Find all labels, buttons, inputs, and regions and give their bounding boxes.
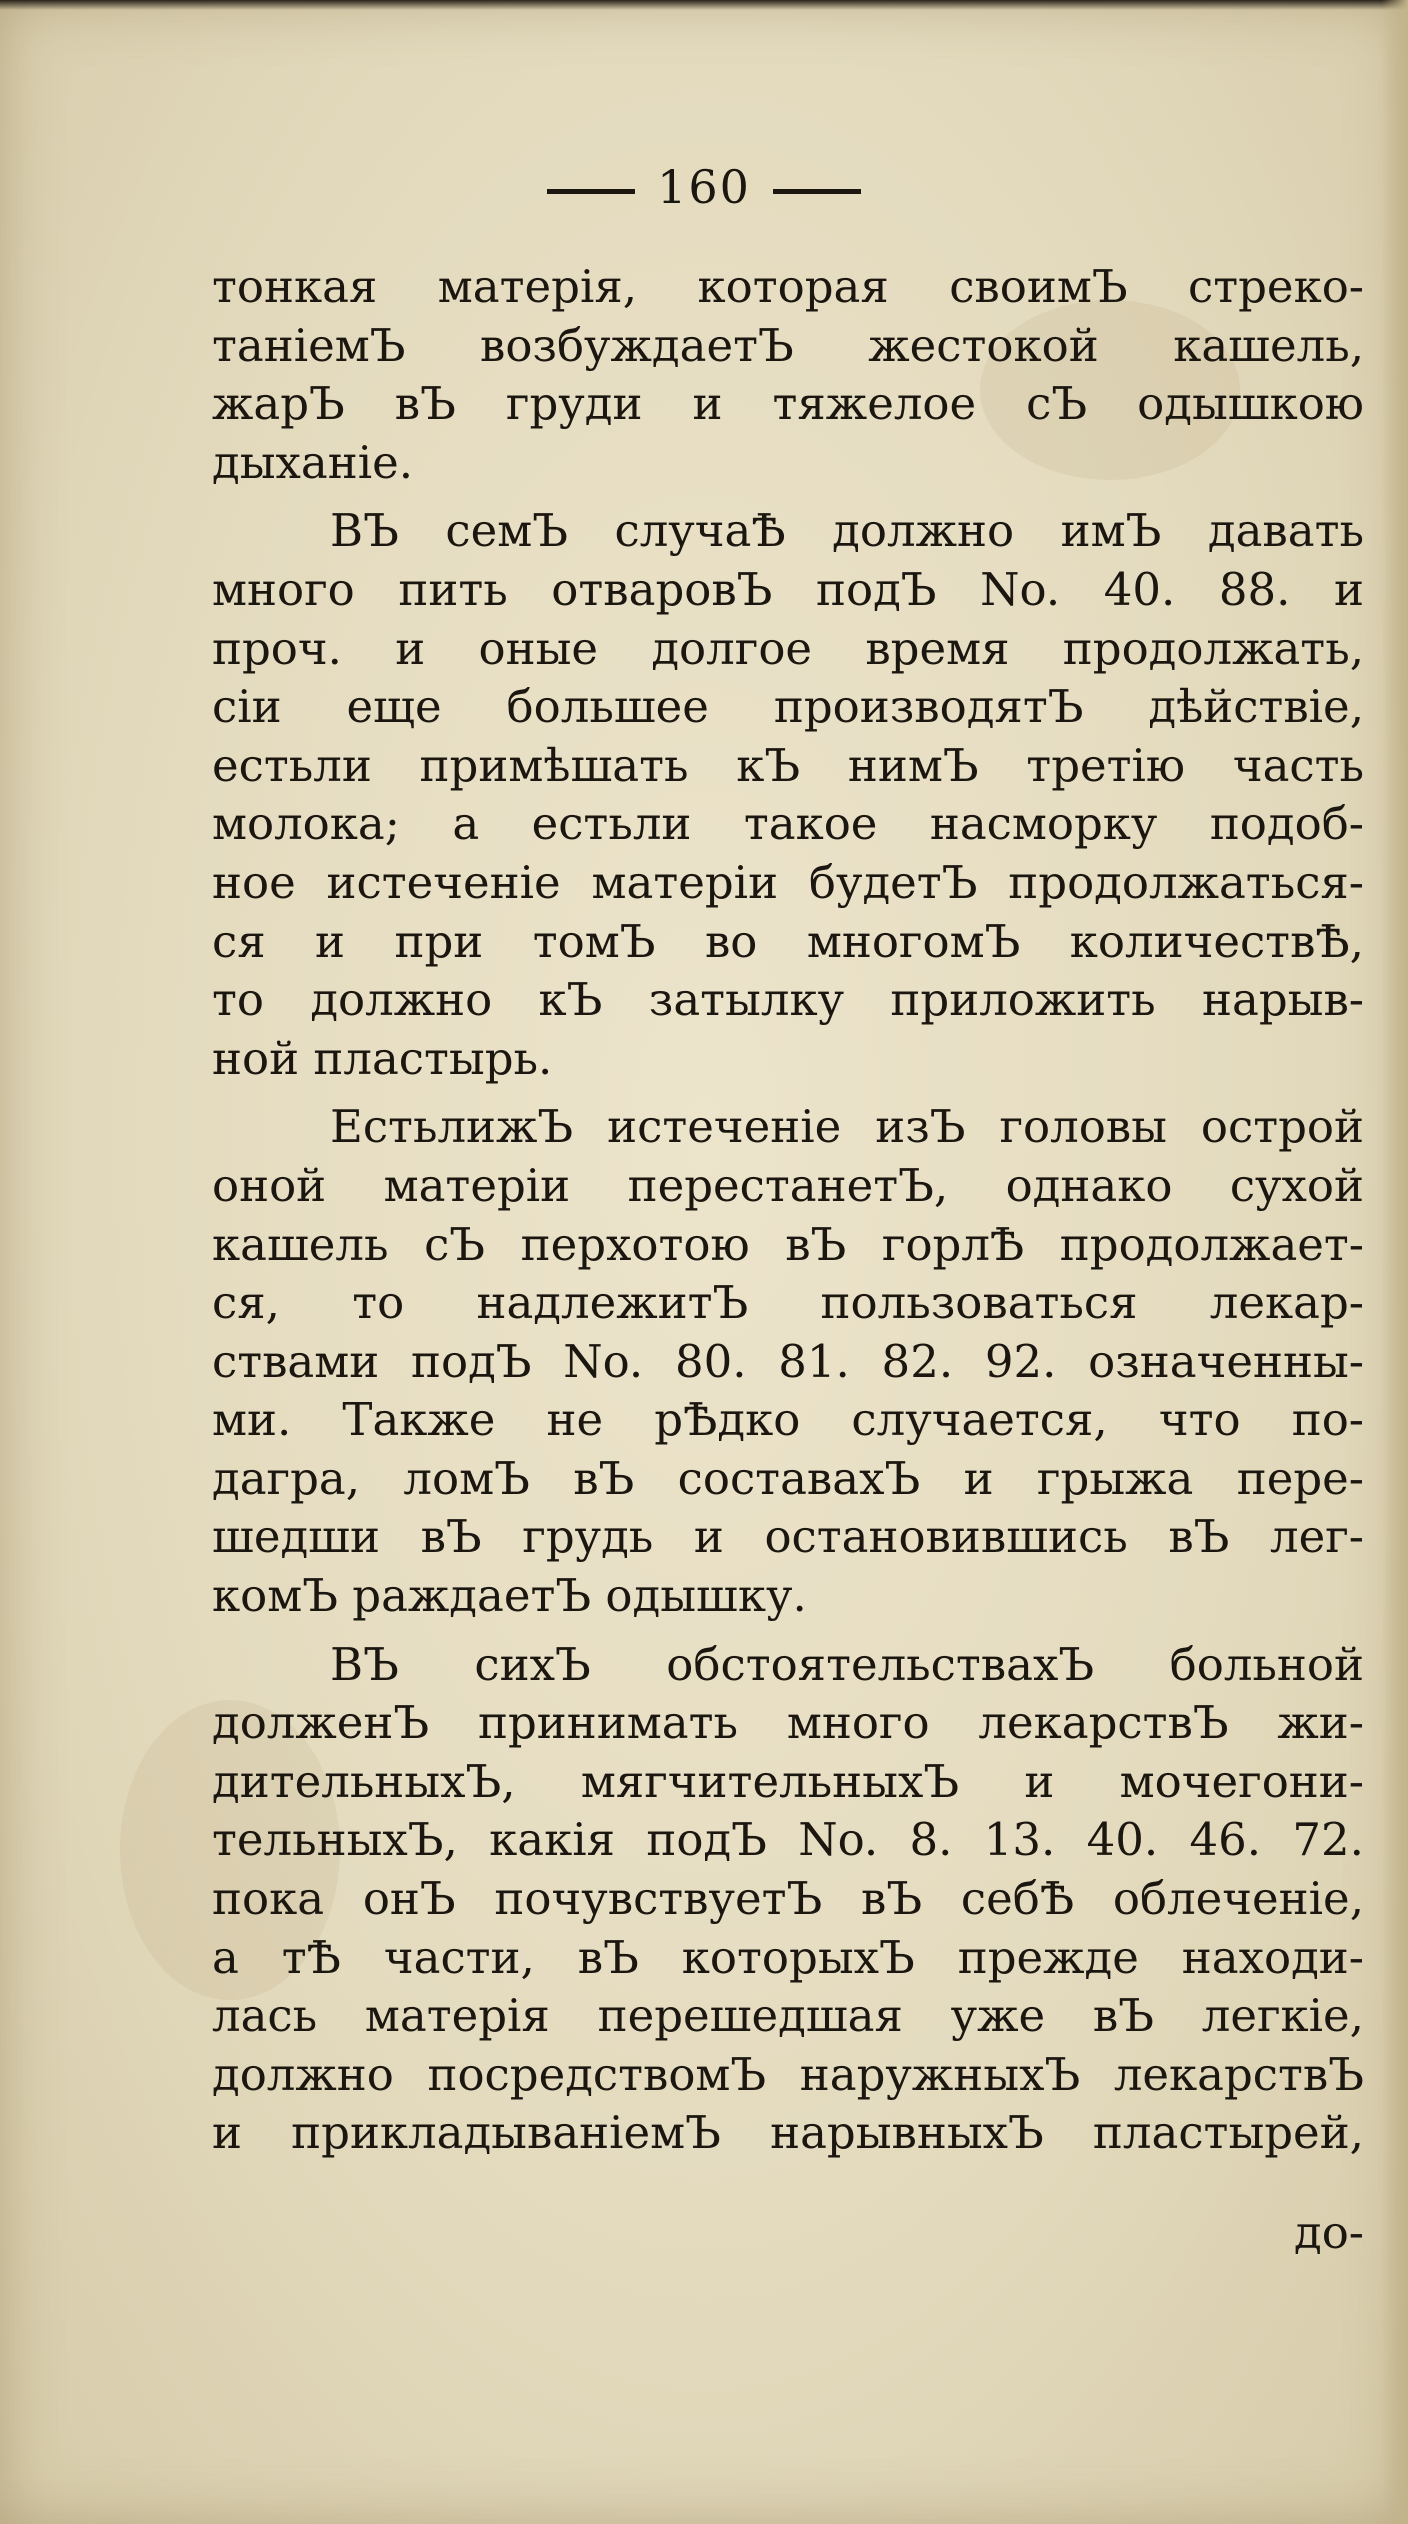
text-line: тонкая матерія, которая своимЪ стреко-: [212, 260, 1364, 313]
text-line: должно посредствомЪ наружныхЪ лекарствЪ: [212, 2047, 1364, 2101]
text-line: кашель сЪ перхотою вЪ горлѢ продолжает-: [212, 1217, 1364, 1271]
text-line: лась матерія перешедшая уже вЪ легкіе,: [212, 1989, 1364, 2043]
text-line: тельныхЪ, какія подЪ No. 8. 13. 40. 46. 72.: [212, 1813, 1364, 1867]
text-line: ВЪ семЪ случаѢ должно имЪ давать: [330, 504, 1364, 558]
text-line: сіи еще большее производятЪ дѣйствіе,: [212, 680, 1364, 734]
page-number: 160: [657, 160, 751, 214]
text-line: комЪ раждаетЪ одышку.: [212, 1569, 807, 1623]
text-line: дыханіе.: [212, 435, 414, 489]
catchword: до-: [1293, 2206, 1364, 2259]
text-line: жарЪ вЪ груди и тяжелое сЪ одышкою: [212, 377, 1364, 431]
page-right-edge: [1382, 0, 1408, 2524]
text-line: то должно кЪ затылку приложить нарыв-: [212, 973, 1364, 1027]
text-line: долженЪ принимать много лекарствЪ жи-: [212, 1696, 1364, 1750]
text-line: ми. Также не рѢдко случается, что по-: [212, 1393, 1364, 1447]
text-line: естьли примѣшать кЪ нимЪ третію часть: [212, 738, 1364, 792]
text-line: шедши вЪ грудь и остановившись вЪ лег-: [212, 1510, 1364, 1564]
text-line: оной матеріи перестанетЪ, однако сухой: [212, 1158, 1364, 1212]
text-line: много пить отваровЪ подЪ No. 40. 88. и: [212, 562, 1364, 616]
text-line: пока онЪ почувствуетЪ вЪ себѢ облеченіе,: [212, 1872, 1364, 1926]
text-line: а тѢ части, вЪ которыхЪ прежде находи-: [212, 1930, 1364, 1984]
text-line: дительныхЪ, мягчительныхЪ и мочегони-: [212, 1754, 1364, 1808]
paragraph: [212, 1098, 1364, 1625]
text-line: и прикладываніемЪ нарывныхЪ пластырей,: [212, 2106, 1364, 2160]
text-line: ствами подЪ No. 80. 81. 82. 92. означенны-: [212, 1334, 1364, 1388]
text-line: ное истеченіе матеріи будетЪ продолжаться-: [212, 855, 1364, 909]
text-line: ся, то надлежитЪ пользоваться лекар-: [212, 1276, 1364, 1330]
right-dash-ornament: [773, 189, 861, 194]
text-line: молока; а естьли такое насморку подоб-: [212, 797, 1364, 851]
text-line: ной пластырь.: [212, 1031, 553, 1085]
page-header: [0, 160, 1408, 214]
paragraph: [212, 1636, 1364, 2163]
text-line: ВЪ сихЪ обстоятельствахЪ больной: [330, 1637, 1364, 1691]
body-text: [212, 258, 1364, 2173]
text-line: дагра, ломЪ вЪ составахЪ и грыжа пере-: [212, 1451, 1364, 1505]
text-line: ЕстьлижЪ истеченіе изЪ головы острой: [330, 1100, 1364, 1154]
page-top-edge: [0, 0, 1408, 10]
paragraph: [212, 258, 1364, 492]
text-line: таніемЪ возбуждаетЪ жестокой кашель,: [212, 318, 1364, 372]
left-dash-ornament: [547, 189, 635, 194]
paragraph: [212, 502, 1364, 1088]
text-line: проч. и оные долгое время продолжать,: [212, 621, 1364, 675]
text-line: ся и при томЪ во многомЪ количествѢ,: [212, 914, 1364, 968]
